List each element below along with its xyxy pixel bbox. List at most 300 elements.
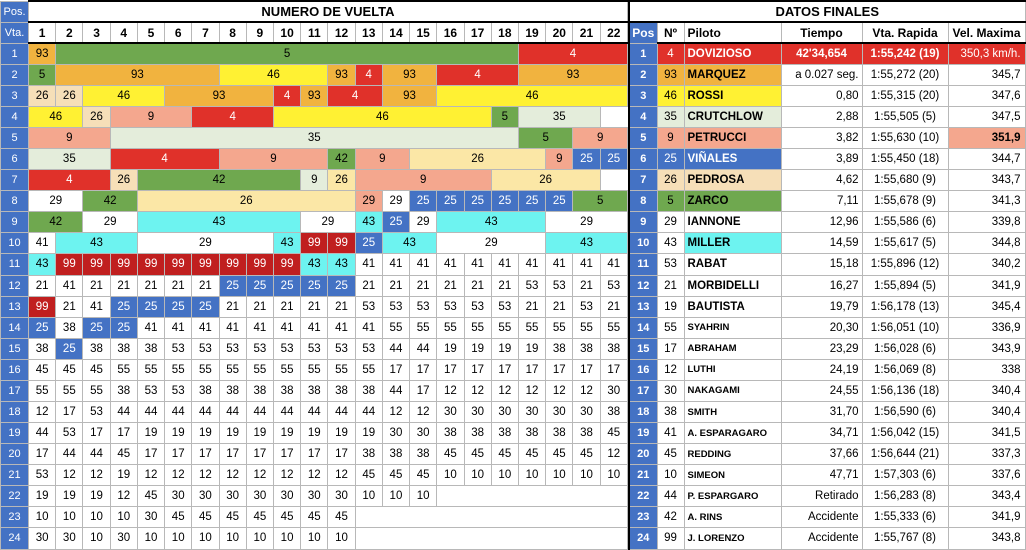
grid-position: 24 xyxy=(1,528,29,549)
rider-lap-cell: 30 xyxy=(518,401,545,422)
rider-lap-cell: 25 xyxy=(600,149,627,170)
rider-number: 29 xyxy=(657,212,684,233)
grid-position: 2 xyxy=(1,64,29,85)
rider-lap-cell: 17 xyxy=(410,380,437,401)
max-speed: 343,7 xyxy=(948,170,1025,191)
rider-lap-cell: 30 xyxy=(328,486,355,507)
rider-lap-cell: 17 xyxy=(29,444,56,465)
rider-lap-cell: 45 xyxy=(273,507,300,528)
result-row xyxy=(629,317,1025,338)
lap-grid-row xyxy=(1,359,628,380)
fastest-lap: 1:56,590 (6) xyxy=(862,401,948,422)
rider-lap-cell: 17 xyxy=(518,359,545,380)
lap-grid-row xyxy=(1,528,628,549)
rider-lap-cell: 99 xyxy=(192,254,219,275)
rider-number: 55 xyxy=(657,317,684,338)
rider-lap-cell: 38 xyxy=(464,423,491,444)
max-speed: 341,5 xyxy=(948,423,1025,444)
rider-lap-cell: 17 xyxy=(165,444,192,465)
rider-lap-cell: 19 xyxy=(219,423,246,444)
rider-lap-cell: 44 xyxy=(219,401,246,422)
fastest-lap: 1:55,315 (20) xyxy=(862,85,948,106)
result-position: 5 xyxy=(629,127,657,148)
rider-lap-cell: 55 xyxy=(246,359,273,380)
rider-lap-cell: 99 xyxy=(219,254,246,275)
rider-lap-cell: 44 xyxy=(110,401,137,422)
rider-lap-cell: 5 xyxy=(491,106,518,127)
race-time: 24,19 xyxy=(781,359,862,380)
lap-grid-row xyxy=(1,170,628,191)
rider-lap-cell: 19 xyxy=(328,423,355,444)
rider-lap-cell: 26 xyxy=(29,85,56,106)
lap-grid-row xyxy=(1,380,628,401)
race-time: Accidente xyxy=(781,528,862,549)
rider-lap-cell: 53 xyxy=(246,338,273,359)
race-time: 19,79 xyxy=(781,296,862,317)
rider-lap-cell: 29 xyxy=(137,233,273,254)
rider-name: J. LORENZO xyxy=(684,528,781,549)
max-speed: 339,8 xyxy=(948,212,1025,233)
rider-lap-cell: 10 xyxy=(573,465,600,486)
rider-lap-cell: 29 xyxy=(546,212,628,233)
lap-number: 4 xyxy=(110,22,137,43)
lap-grid-row xyxy=(1,507,628,528)
lap-number: 17 xyxy=(464,22,491,43)
rider-lap-cell: 45 xyxy=(355,465,382,486)
lap-grid-row xyxy=(1,423,628,444)
result-position: 4 xyxy=(629,106,657,127)
rider-lap-cell: 44 xyxy=(328,401,355,422)
result-row xyxy=(629,423,1025,444)
race-time: a 0.027 seg. xyxy=(781,64,862,85)
rider-lap-cell: 53 xyxy=(518,275,545,296)
rider-number: 35 xyxy=(657,106,684,127)
lap-number: 10 xyxy=(273,22,300,43)
fastest-lap: 1:55,678 (9) xyxy=(862,191,948,212)
grid-position: 13 xyxy=(1,296,29,317)
lap-number: 7 xyxy=(192,22,219,43)
rider-lap-cell: 41 xyxy=(491,254,518,275)
rider-lap-cell: 29 xyxy=(437,233,546,254)
rider-lap-cell: 17 xyxy=(464,359,491,380)
rider-lap-cell: 30 xyxy=(219,486,246,507)
rider-lap-cell: 53 xyxy=(464,296,491,317)
rider-lap-cell: 43 xyxy=(546,233,628,254)
rider-lap-cell: 12 xyxy=(219,465,246,486)
rider-lap-cell: 30 xyxy=(192,486,219,507)
result-position: 9 xyxy=(629,212,657,233)
rider-lap-cell: 19 xyxy=(56,486,83,507)
rider-lap-cell: 41 xyxy=(355,254,382,275)
rider-lap-cell: 44 xyxy=(355,401,382,422)
max-speed: 343,9 xyxy=(948,338,1025,359)
pilot-col-header: Piloto xyxy=(684,22,781,43)
max-speed: 337,3 xyxy=(948,444,1025,465)
rider-lap-cell: 9 xyxy=(29,127,111,148)
grid-position: 18 xyxy=(1,401,29,422)
rider-lap-cell: 38 xyxy=(546,423,573,444)
result-position: 22 xyxy=(629,486,657,507)
rider-number: 9 xyxy=(657,127,684,148)
result-position: 13 xyxy=(629,296,657,317)
rider-lap-cell: 41 xyxy=(328,317,355,338)
rider-lap-cell: 30 xyxy=(301,486,328,507)
rider-lap-cell: 38 xyxy=(382,444,409,465)
rider-lap-cell: 19 xyxy=(518,338,545,359)
rider-lap-cell: 10 xyxy=(29,507,56,528)
lap-grid-row xyxy=(1,486,628,507)
fastest-lap: 1:55,242 (19) xyxy=(862,43,948,64)
result-position: 17 xyxy=(629,380,657,401)
rider-lap-cell: 55 xyxy=(219,359,246,380)
lap-grid-row xyxy=(1,296,628,317)
rider-lap-cell: 12 xyxy=(546,380,573,401)
rider-lap-cell: 53 xyxy=(301,338,328,359)
rider-lap-cell: 43 xyxy=(355,212,382,233)
rider-lap-cell: 45 xyxy=(165,507,192,528)
rider-lap-cell: 30 xyxy=(273,486,300,507)
grid-position: 10 xyxy=(1,233,29,254)
result-row xyxy=(629,401,1025,422)
rider-lap-cell: 35 xyxy=(518,106,600,127)
rider-lap-cell: 93 xyxy=(29,43,56,64)
rider-lap-cell: 5 xyxy=(518,127,572,148)
grid-position: 17 xyxy=(1,380,29,401)
rider-lap-cell: 4 xyxy=(192,106,274,127)
rider-lap-cell: 30 xyxy=(573,401,600,422)
rider-lap-cell: 42 xyxy=(29,212,83,233)
rider-lap-cell: 45 xyxy=(518,444,545,465)
rider-lap-cell: 55 xyxy=(301,359,328,380)
rider-lap-cell: 55 xyxy=(137,359,164,380)
vta-header: Vta. xyxy=(1,22,29,43)
result-row xyxy=(629,233,1025,254)
rider-lap-cell: 9 xyxy=(546,149,573,170)
rider-lap-cell: 10 xyxy=(546,465,573,486)
rider-lap-cell: 19 xyxy=(29,486,56,507)
rider-lap-cell: 30 xyxy=(56,528,83,549)
rider-lap-cell: 26 xyxy=(491,170,600,191)
rider-lap-cell: 44 xyxy=(382,380,409,401)
rider-lap-cell: 12 xyxy=(382,401,409,422)
rider-lap-cell: 26 xyxy=(137,191,355,212)
result-row xyxy=(629,85,1025,106)
rider-lap-cell: 99 xyxy=(56,254,83,275)
rider-lap-cell: 45 xyxy=(437,444,464,465)
rider-lap-cell: 53 xyxy=(410,296,437,317)
grid-position: 5 xyxy=(1,127,29,148)
rider-lap-cell: 46 xyxy=(29,106,83,127)
rider-lap-cell: 55 xyxy=(29,380,56,401)
rider-number: 42 xyxy=(657,507,684,528)
rider-lap-cell: 41 xyxy=(410,254,437,275)
rider-lap-cell: 93 xyxy=(301,85,328,106)
lap-grid-row xyxy=(1,233,628,254)
race-time: 3,89 xyxy=(781,149,862,170)
fastest-lap: 1:57,303 (6) xyxy=(862,465,948,486)
rider-name: PETRUCCI xyxy=(684,127,781,148)
grid-position: 11 xyxy=(1,254,29,275)
rider-number: 5 xyxy=(657,191,684,212)
rider-lap-cell: 21 xyxy=(29,275,56,296)
rider-name: MORBIDELLI xyxy=(684,275,781,296)
rider-lap-cell: 53 xyxy=(382,296,409,317)
rider-lap-cell: 55 xyxy=(410,317,437,338)
result-position: 6 xyxy=(629,149,657,170)
rider-lap-cell: 38 xyxy=(328,380,355,401)
rider-name: NAKAGAMI xyxy=(684,380,781,401)
rider-number: 43 xyxy=(657,233,684,254)
rider-lap-cell: 12 xyxy=(56,465,83,486)
rider-number: 41 xyxy=(657,423,684,444)
rider-lap-cell: 21 xyxy=(137,275,164,296)
rider-number: 44 xyxy=(657,486,684,507)
rider-lap-cell: 55 xyxy=(110,359,137,380)
rider-lap-cell: 17 xyxy=(137,444,164,465)
rider-lap-cell: 25 xyxy=(29,317,56,338)
rider-name: IANNONE xyxy=(684,212,781,233)
rider-lap-cell: 41 xyxy=(83,296,110,317)
lap-number: 14 xyxy=(382,22,409,43)
rider-lap-cell: 99 xyxy=(29,296,56,317)
lap-number: 3 xyxy=(83,22,110,43)
rider-lap-cell: 10 xyxy=(56,507,83,528)
rider-lap-cell: 44 xyxy=(410,338,437,359)
rider-lap-cell: 25 xyxy=(491,191,518,212)
rider-lap-cell: 53 xyxy=(56,423,83,444)
rider-lap-cell: 43 xyxy=(56,233,138,254)
result-row xyxy=(629,64,1025,85)
rider-lap-cell: 4 xyxy=(273,85,300,106)
rider-lap-cell: 17 xyxy=(246,444,273,465)
rider-number: 93 xyxy=(657,64,684,85)
rider-lap-cell: 4 xyxy=(437,64,519,85)
max-speed-col-header: Vel. Maxima xyxy=(948,22,1025,43)
rider-lap-cell: 44 xyxy=(301,401,328,422)
rider-lap-cell: 17 xyxy=(382,359,409,380)
rider-lap-cell: 55 xyxy=(518,317,545,338)
rider-lap-cell: 45 xyxy=(301,507,328,528)
grid-position: 6 xyxy=(1,149,29,170)
rider-lap-cell: 19 xyxy=(110,465,137,486)
rider-lap-cell: 19 xyxy=(246,423,273,444)
result-row xyxy=(629,275,1025,296)
rider-lap-cell: 25 xyxy=(410,191,437,212)
rider-lap-cell: 29 xyxy=(83,212,137,233)
grid-position: 1 xyxy=(1,43,29,64)
rider-lap-cell: 17 xyxy=(410,359,437,380)
rider-lap-cell: 26 xyxy=(328,170,355,191)
rider-lap-cell: 93 xyxy=(56,64,219,85)
rider-lap-cell: 55 xyxy=(382,317,409,338)
rider-lap-cell: 5 xyxy=(573,191,628,212)
grid-position: 20 xyxy=(1,444,29,465)
rider-lap-cell: 10 xyxy=(410,486,437,507)
rider-lap-cell: 53 xyxy=(546,275,573,296)
rider-lap-cell: 45 xyxy=(600,423,627,444)
rider-lap-cell: 30 xyxy=(546,401,573,422)
race-time: 37,66 xyxy=(781,444,862,465)
lap-number: 8 xyxy=(219,22,246,43)
rider-lap-cell: 12 xyxy=(137,465,164,486)
result-row xyxy=(629,380,1025,401)
race-time: 14,59 xyxy=(781,233,862,254)
result-position: 18 xyxy=(629,401,657,422)
rider-lap-cell: 9 xyxy=(355,149,409,170)
max-speed: 341,3 xyxy=(948,191,1025,212)
rider-lap-cell: 17 xyxy=(83,423,110,444)
rider-lap-cell: 45 xyxy=(410,465,437,486)
rider-number: 53 xyxy=(657,254,684,275)
fastest-lap: 1:56,042 (15) xyxy=(862,423,948,444)
rider-lap-cell: 21 xyxy=(491,275,518,296)
rider-lap-cell: 10 xyxy=(83,507,110,528)
rider-lap-cell: 38 xyxy=(273,380,300,401)
rider-lap-cell: 53 xyxy=(29,465,56,486)
lap-grid-row xyxy=(1,149,628,170)
lap-grid-row xyxy=(1,85,628,106)
rider-lap-cell: 99 xyxy=(301,233,328,254)
rider-lap-cell: 99 xyxy=(83,254,110,275)
rider-lap-cell: 29 xyxy=(301,212,355,233)
rider-lap-cell: 10 xyxy=(491,465,518,486)
result-position: 12 xyxy=(629,275,657,296)
rider-lap-cell: 9 xyxy=(301,170,328,191)
rider-lap-cell: 41 xyxy=(246,317,273,338)
rider-lap-cell: 42 xyxy=(83,191,137,212)
rider-lap-cell: 17 xyxy=(110,423,137,444)
max-speed: 347,6 xyxy=(948,85,1025,106)
grid-position: 7 xyxy=(1,170,29,191)
rider-number: 12 xyxy=(657,359,684,380)
grid-position: 14 xyxy=(1,317,29,338)
rider-lap-cell: 93 xyxy=(518,64,627,85)
race-time: Accidente xyxy=(781,507,862,528)
grid-position: 4 xyxy=(1,106,29,127)
rider-lap-cell: 25 xyxy=(110,317,137,338)
fastest-lap: 1:55,894 (5) xyxy=(862,275,948,296)
rider-name: A. RINS xyxy=(684,507,781,528)
rider-lap-cell: 26 xyxy=(56,85,83,106)
rider-name: ABRAHAM xyxy=(684,338,781,359)
rider-lap-cell: 21 xyxy=(219,296,246,317)
rider-number: 10 xyxy=(657,465,684,486)
rider-number: 45 xyxy=(657,444,684,465)
rider-number: 25 xyxy=(657,149,684,170)
fastest-lap: 1:55,896 (12) xyxy=(862,254,948,275)
rider-lap-cell: 10 xyxy=(273,528,300,549)
rider-lap-cell: 46 xyxy=(219,64,328,85)
rider-name: BAUTISTA xyxy=(684,296,781,317)
rider-lap-cell: 55 xyxy=(192,359,219,380)
rider-lap-cell: 41 xyxy=(137,317,164,338)
rider-lap-cell: 41 xyxy=(301,317,328,338)
result-row xyxy=(629,444,1025,465)
rider-number: 26 xyxy=(657,170,684,191)
rider-lap-cell: 53 xyxy=(137,380,164,401)
rider-lap-cell: 19 xyxy=(464,338,491,359)
pos-col-header: Pos xyxy=(629,22,657,43)
rider-lap-cell: 17 xyxy=(301,444,328,465)
lap-grid-title: NUMERO DE VUELTA xyxy=(29,1,628,22)
max-speed: 341,9 xyxy=(948,275,1025,296)
rider-lap-cell: 12 xyxy=(192,465,219,486)
lap-grid-row xyxy=(1,43,628,64)
grid-position: 19 xyxy=(1,423,29,444)
rider-lap-cell: 21 xyxy=(410,275,437,296)
rider-lap-cell: 38 xyxy=(137,338,164,359)
rider-lap-cell: 30 xyxy=(165,486,192,507)
race-time: 15,18 xyxy=(781,254,862,275)
rider-lap-cell: 38 xyxy=(301,380,328,401)
rider-lap-cell: 53 xyxy=(165,380,192,401)
rider-lap-cell: 55 xyxy=(56,380,83,401)
rider-lap-cell: 29 xyxy=(410,212,437,233)
rider-lap-cell: 30 xyxy=(437,401,464,422)
rider-lap-cell: 46 xyxy=(83,85,165,106)
rider-lap-cell: 45 xyxy=(573,444,600,465)
rider-lap-cell: 38 xyxy=(410,444,437,465)
rider-lap-cell: 12 xyxy=(29,401,56,422)
max-speed: 351,9 xyxy=(948,127,1025,148)
rider-lap-cell: 53 xyxy=(328,338,355,359)
rider-lap-cell: 19 xyxy=(491,338,518,359)
rider-lap-cell: 17 xyxy=(437,359,464,380)
rider-lap-cell: 44 xyxy=(83,444,110,465)
lap-number: 20 xyxy=(546,22,573,43)
grid-position: 9 xyxy=(1,212,29,233)
result-row xyxy=(629,507,1025,528)
rider-lap-cell: 17 xyxy=(56,401,83,422)
rider-name: MARQUEZ xyxy=(684,64,781,85)
max-speed: 343,8 xyxy=(948,528,1025,549)
rider-name: SIMEON xyxy=(684,465,781,486)
rider-lap-cell: 41 xyxy=(437,254,464,275)
rider-lap-cell: 21 xyxy=(165,275,192,296)
rider-lap-cell: 41 xyxy=(219,317,246,338)
rider-lap-cell: 17 xyxy=(192,444,219,465)
lap-number: 9 xyxy=(246,22,273,43)
result-row xyxy=(629,528,1025,549)
rider-lap-cell: 42 xyxy=(137,170,300,191)
rider-lap-cell: 55 xyxy=(464,317,491,338)
rider-lap-cell: 53 xyxy=(600,275,627,296)
fastest-lap: 1:55,450 (18) xyxy=(862,149,948,170)
rider-lap-cell: 9 xyxy=(110,106,192,127)
race-time: 7,11 xyxy=(781,191,862,212)
rider-lap-cell: 38 xyxy=(29,338,56,359)
rider-lap-cell: 41 xyxy=(355,317,382,338)
result-position: 19 xyxy=(629,423,657,444)
rider-lap-cell: 44 xyxy=(165,401,192,422)
rider-lap-cell: 21 xyxy=(273,296,300,317)
rider-lap-cell: 19 xyxy=(137,423,164,444)
rider-lap-cell: 38 xyxy=(83,338,110,359)
rider-lap-cell: 38 xyxy=(56,317,83,338)
rider-lap-cell: 38 xyxy=(437,423,464,444)
rider-lap-cell: 25 xyxy=(165,296,192,317)
rider-lap-cell: 55 xyxy=(355,359,382,380)
rider-lap-cell: 19 xyxy=(437,338,464,359)
fastest-lap: 1:56,051 (10) xyxy=(862,317,948,338)
rider-name: DOVIZIOSO xyxy=(684,43,781,64)
race-time: 16,27 xyxy=(781,275,862,296)
lap-grid-row xyxy=(1,444,628,465)
rider-lap-cell: 55 xyxy=(328,359,355,380)
rider-lap-cell: 12 xyxy=(464,380,491,401)
rider-name: PEDROSA xyxy=(684,170,781,191)
rider-lap-cell: 10 xyxy=(110,507,137,528)
